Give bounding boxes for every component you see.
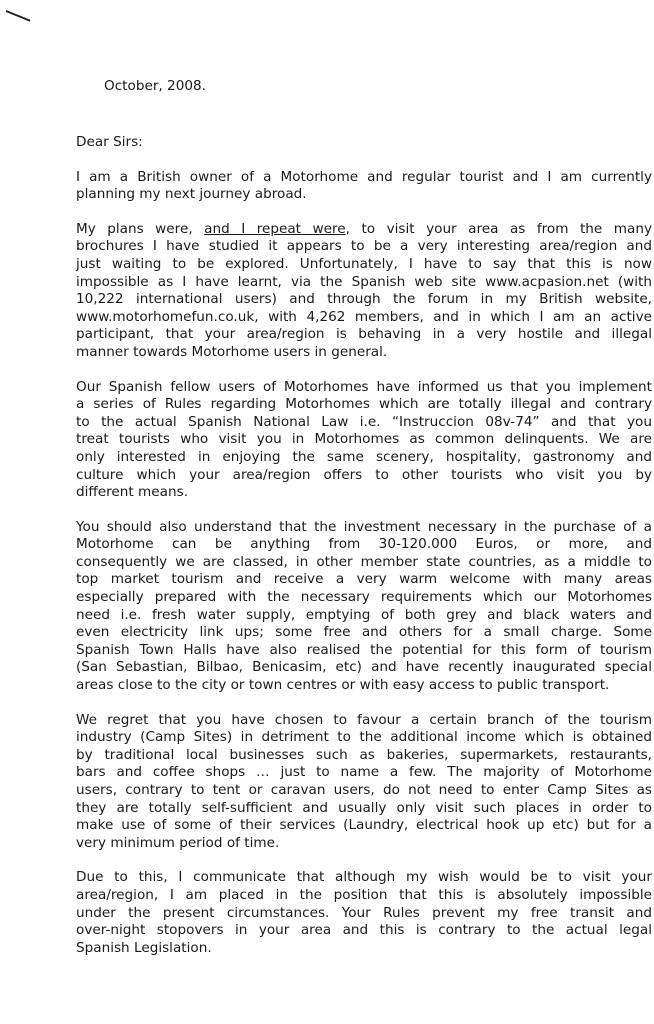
paragraph-line: treat tourists who visit you in Motorhomes as common delinquents. We are: [76, 431, 652, 448]
paragraph-line: by traditional local businesses such as bakeries, supermarkets, restaurants,: [76, 746, 652, 763]
paragraph-line: www.motorhomefun.co.uk, with 4,262 members, and in which I am an active: [76, 308, 652, 325]
paragraph-line: to the actual Spanish National Law i.e. “Instruccion 08v-74” and that you: [76, 413, 652, 430]
paragraph-line: make use of some of their services (Laundry, electrical hook up etc) but for a: [76, 817, 652, 834]
letter-date: October, 2008.: [104, 78, 206, 94]
paragraph-3: [76, 379, 652, 502]
paragraph-line: just waiting to be explored. Unfortunately, I have to say that this is now: [76, 255, 652, 272]
paragraph-line: brochures I have studied it appears to be a very interesting area/region and: [76, 238, 652, 255]
scan-mark: [6, 10, 31, 22]
paragraph-line: bars and coffee shops … just to name a few. The majority of Motorhome: [76, 764, 652, 781]
paragraph-line: Spanish Legislation.: [76, 939, 212, 956]
paragraph-4: [76, 519, 652, 695]
plans-text: My plans were,: [76, 220, 205, 237]
paragraph-line: areas close to the city or town centres or with easy access to public transport.: [76, 677, 610, 694]
paragraph-line: over-night stopovers in your area and this is contrary to the actual legal: [76, 922, 652, 939]
paragraph-6: [76, 869, 652, 957]
paragraph-line: Due to this, I communicate that although my wish would be to visit your: [76, 869, 652, 886]
paragraph-line: under the present circumstances. Your Rules prevent my free transit and: [76, 904, 652, 921]
paragraph-line: different means.: [76, 484, 189, 501]
paragraph-line: impossible as I have learnt, via the Spanish web site www.acpasion.net (with: [76, 273, 652, 290]
paragraph-line: industry (Camp Sites) in detriment to the additional income which is obtained: [76, 729, 652, 746]
paragraph-line: Our Spanish fellow users of Motorhomes have informed us that you implement: [76, 378, 652, 395]
letter-body: [76, 78, 652, 957]
plans-text-continued: , to visit your area as from the many: [345, 220, 652, 237]
paragraph-line: especially prepared with the necessary requirements which our Motorhomes: [76, 589, 652, 606]
paragraph-5: [76, 712, 652, 853]
salutation: Dear Sirs:: [76, 134, 143, 150]
paragraph-line: culture which your area/region offers to other tourists who visit you by: [76, 466, 652, 483]
paragraph-line: only interested in enjoying the same scenery, hospitality, gastronomy and: [76, 448, 652, 465]
paragraph-line: participant, that your area/region is behaving in a very hostile and illegal: [76, 326, 652, 343]
paragraph-1: [76, 169, 652, 204]
paragraph-line: a series of Rules regarding Motorhomes which are totally illegal and contrary: [76, 396, 652, 413]
paragraph-2: [76, 221, 652, 362]
paragraph-line: 10,222 international users) and through the forum in my British website,: [76, 291, 652, 308]
paragraph-line: consequently we are classed, in other member state countries, as a middle to: [76, 553, 652, 570]
paragraph-line: even electricity link ups; some free and others for a small charge. Some: [76, 624, 652, 641]
paragraph-line: top market tourism and receive a very warm welcome with many areas: [76, 571, 652, 588]
paragraph-line: You should also understand that the investment necessary in the purchase of a: [76, 518, 652, 535]
paragraph-line: area/region, I am placed in the position that this is absolutely impossible: [76, 886, 652, 903]
paragraph-line: manner towards Motorhome users in general.: [76, 343, 388, 360]
paragraph-line: (San Sebastian, Bilbao, Benicasim, etc) and have recently inaugurated special: [76, 659, 652, 676]
underlined-emphasis: and I repeat were: [204, 220, 346, 237]
paragraph-line: Spanish Town Halls have also realised the potential for this form of tourism: [76, 641, 652, 658]
paragraph-line: I am a British owner of a Motorhome and regular tourist and I am currently: [76, 168, 652, 185]
paragraph-line: need i.e. fresh water supply, emptying of both grey and black waters and: [76, 606, 652, 623]
paragraph-line: We regret that you have chosen to favour a certain branch of the tourism: [76, 711, 652, 728]
paragraph-line: they are totally self-sufficient and usually only visit such places in order to: [76, 799, 652, 816]
paragraph-line: users, contrary to tent or caravan users, do not need to enter Camp Sites as: [76, 782, 652, 798]
paragraph-line: Motorhome can be anything from 30-120.000 Euros, or more, and: [76, 536, 652, 553]
paragraph-line: very minimum period of time.: [76, 834, 280, 851]
paragraph-line: [76, 221, 652, 239]
paragraph-line: planning my next journey abroad.: [76, 186, 307, 203]
